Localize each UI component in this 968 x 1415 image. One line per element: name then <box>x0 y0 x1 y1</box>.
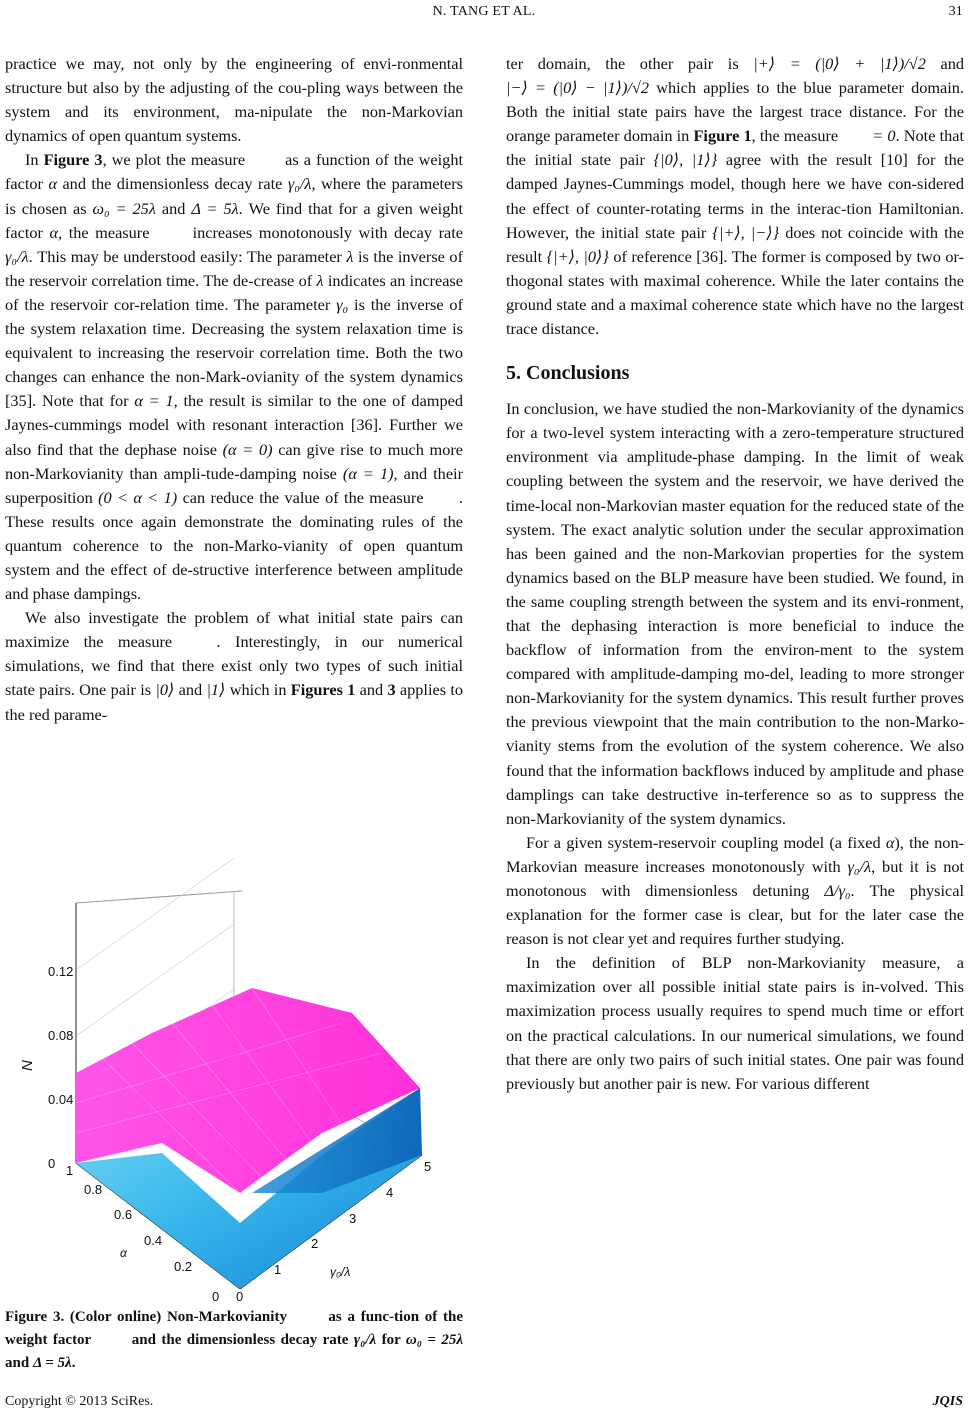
ratio-tick: 0 <box>236 1289 244 1304</box>
ratio-axis-label: γ₀/λ <box>330 1265 351 1279</box>
alpha-tick: 0.8 <box>84 1182 103 1197</box>
ratio-tick: 3 <box>349 1211 357 1226</box>
section-title-conclusions: 5. Conclusions <box>506 362 630 385</box>
paragraph-state-pairs: ter domain, the other pair is |+⟩ = (|0⟩ + |1⟩)/√2 and |−⟩ = (|0⟩ − |1⟩)/√2 which applies to the blue parameter domain. Both the initial state pairs have the largest trace distance. For the orange parameter domain in Figure 1, the measure = 0. Note that the initial state pair {|0⟩, |1⟩} agree with the result [10] for the damped Jaynes-Cummings model, though here we have con-sidered the effect of counter-rotating terms in the interac-tion Hamiltonian. However, the initial state pair {|+⟩, |−⟩} does not coincide with the result {|+⟩, |0⟩} of reference [36]. The former is composed by two or-thogonal states with maximal coherence. While the later contains the ground state and a maximal coherence state which have no the largest trace distance. <box>506 54 965 339</box>
running-header: N. TANG ET AL. <box>432 4 536 19</box>
math-alpha: α <box>48 174 57 194</box>
paragraph-conclusions: In conclusion, we have studied the non-Markovianity of the dynamics for a two-level system interacting with a zero-temperature structured environment via amplitude-phase damping. In the limit of weak coupling between the system and the reservoir, we have derived the time-local non-Markovian master equation for the reduced state of the system. The exact analytic solution under the secular approximation has been gained and the non-Markovian properties for the system dynamics based on the BLP measure have been studied. We found, in the same coupling strength between the system and its envi-ronment, that the dephasing interaction is more beneficial to induce the backflow of information from the environ-ment to the system compared with amplitude-damping mo-del, leading to more stronger non-Markovianity for the system dynamics. This result further proves the previous viewpoint that the main contribution to the non-Marko-vianity stems from the evolution of the system coherence. We also found that the information backflows induced by amplitude and phase damplings can take destructive in-terference so as to suppress the non-Markovianity of the system dynamics. <box>506 399 964 828</box>
z-tick: 0 <box>48 1156 56 1171</box>
alpha-tick: 0 <box>212 1289 220 1304</box>
page-number: 31 <box>948 4 963 19</box>
surface-plot-svg <box>19 893 447 1305</box>
right-column <box>506 52 964 1096</box>
journal-footer: JQIS <box>932 1394 963 1409</box>
math-ratio: γ₀/λ <box>287 174 312 194</box>
z-tick: 0.08 <box>48 1028 74 1043</box>
copyright-footer: Copyright © 2013 SciRes. <box>5 1394 154 1409</box>
math-ket0: |0⟩ <box>155 680 175 700</box>
math-lambda: λ <box>346 246 354 266</box>
ratio-tick: 4 <box>386 1185 394 1200</box>
math-ket1: |1⟩ <box>206 680 226 700</box>
alpha-tick: 0.4 <box>144 1233 163 1248</box>
z-tick: 0.04 <box>48 1092 74 1107</box>
figure-reference: Figure 1 <box>693 126 752 146</box>
alpha-tick: 1 <box>66 1163 74 1178</box>
left-column <box>5 52 463 727</box>
paragraph: practice we may, not only by the engineering of envi-ronmental structure but also by the adjusting of the cou-pling ways between the system and its environment, ma-nipulate the non-Markovian dynamics of open quantum systems. <box>5 54 463 146</box>
alpha-tick: 0.2 <box>174 1259 193 1274</box>
figure-3-surface-plot <box>19 893 447 1305</box>
ratio-tick: 2 <box>311 1236 319 1251</box>
paragraph-initial-states: We also investigate the problem of what initial state pairs can maximize the measure . Interestingly, in our numerical simulations, we find that there exist only two types of such initial state pairs. One pair is |0⟩ and |1⟩ which in Figures 1 and 3 applies to the red parame- <box>5 608 464 724</box>
figure-3-caption: Figure 3. (Color online) Non-Markovianity as a func-tion of the weight factor and the dimensionless decay rate γ₀/λ for ω₀ = 25λ and Δ = 5λ. <box>5 1309 464 1371</box>
alpha-tick: 0.6 <box>114 1207 133 1222</box>
math-ket-plus: |+⟩ = (|0⟩ + |1⟩)/√2 <box>753 54 926 73</box>
paragraph-figure3-discussion: In Figure 3, we plot the measure as a function of the weight factor α and the dimensionless decay rate γ₀/λ, where the parameters is chosen as ω₀ = 25λ and Δ = 5λ. We find that for a given weight factor α, the measure increases monotonously with decay rate γ₀/λ. This may be understood easily: The parameter λ is the inverse of the reservoir correlation time. The de-crease of λ indicates an increase of the reservoir cor-relation time. The parameter γ₀ is the inverse of the system relaxation time. Decreasing the system relaxation time is equivalent to increasing the reservoir correlation time. Both the two changes can enhance the non-Mark-ovianity of the system dynamics [35]. Note that for α = 1, the result is similar to the one of damped Jaynes-cummings model with resonant interaction [36]. Further we also find that the dephase noise (α = 0) can give rise to much more non-Markovianity than ampli-tude-damping noise (α = 1), and their superposition (0 < α < 1) can reduce the value of the measure . These results once again demonstrate the dominating rules of the quantum coherence to the non-Marko-vianity of open quantum system and the effect of de-structive interference between amplitude and phase dampings. <box>5 150 464 604</box>
z-axis-label: N <box>19 1060 36 1071</box>
figure-reference: Figure 3 <box>43 150 103 170</box>
math-gamma0: γ₀ <box>336 294 349 314</box>
math-ket-minus: |−⟩ = (|0⟩ − |1⟩)/√2 <box>506 78 650 98</box>
z-tick: 0.12 <box>48 964 74 979</box>
math-omega: ω₀ = 25λ <box>92 198 156 218</box>
paragraph-blp-measure: In the definition of BLP non-Markovianity measure, a maximization over all possible initial state pairs is in-volved. This maximization process usually requires to spend much time or effort on the practical calculations. In our numerical simulations, we found that there are only two pairs of such initial states. One pair was found previously but another pair is new. For various different <box>506 953 964 1093</box>
paragraph-monotonicity: For a given system-reservoir coupling model (a fixed α), the non-Markovian measure increases monotonously with γ₀/λ, but it is not monotonous with dimensionless detuning Δ/γ₀. The physical explanation for the former case is clear, but for the later case the reason is not clear yet and requires further studying. <box>506 832 965 949</box>
ratio-tick: 5 <box>424 1159 432 1174</box>
math-delta: Δ = 5λ <box>191 198 239 218</box>
alpha-axis-label: α <box>120 1246 127 1260</box>
ratio-tick: 1 <box>274 1262 282 1277</box>
